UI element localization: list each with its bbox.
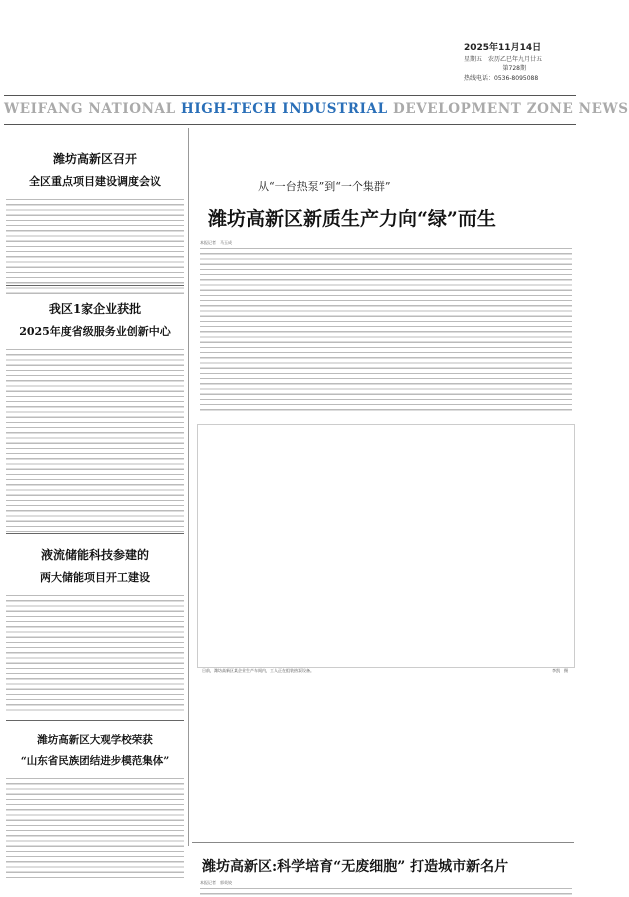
issue-number: 第728期	[502, 65, 526, 72]
feature-kicker: 从“一台热泵”到“一个集群”	[258, 180, 391, 193]
article-4-title-line-1: 潍坊高新区大观学校荣获	[37, 734, 153, 746]
left-article-1	[6, 150, 184, 297]
feature-photo-caption	[202, 668, 568, 674]
article-3-title-line-1: 液流储能科技参建的	[40, 548, 149, 562]
banner	[4, 101, 629, 117]
article-3-title-line-2: 两大储能项目开工建设	[40, 571, 150, 584]
article-2-body	[6, 347, 184, 533]
article-2-title-line-2: 2025年度省级服务业创新中心	[19, 325, 171, 338]
bottom-headline: 潍坊高新区:科学培育“无废细胞” 打造城市新名片	[202, 859, 509, 875]
feature-byline: 本报记者 马玉成	[200, 240, 232, 245]
article-1-body	[6, 197, 184, 297]
bottom-body	[200, 886, 572, 896]
article-1-title-line-1: 潍坊高新区召开	[52, 152, 137, 166]
feature-photo	[197, 424, 575, 668]
left-article-4	[6, 732, 184, 882]
issue-date-block	[464, 40, 574, 82]
issue-date: 2025年11月14日	[464, 43, 542, 53]
feature-headline: 潍坊高新区新质生产力向“绿”而生	[208, 208, 496, 230]
left-article-3	[6, 546, 184, 711]
feature-body	[200, 246, 572, 414]
bottom-byline: 本报记者 郭英姣	[200, 880, 232, 885]
photo-credit: 李凯 摄	[552, 668, 568, 673]
banner-right: DEVELOPMENT ZONE NEWS	[387, 101, 629, 117]
banner-mid: HIGH-TECH INDUSTRIAL	[181, 101, 388, 117]
lunar-date: 农历乙巳年九月廿五	[487, 56, 542, 63]
weekday: 星期五	[464, 56, 483, 63]
article-1-title-line-2: 全区重点项目建设调度会议	[29, 175, 161, 188]
banner-left: WEIFANG NATIONAL	[4, 101, 182, 117]
article-4-title-line-2: “山东省民族团结进步模范集体”	[20, 755, 170, 767]
article-4-body	[6, 776, 184, 882]
photo-caption-text: 日前，潍坊高新区某企业生产车间内，工人正在组装热泵设备。	[202, 668, 314, 673]
hotline: 热线电话：0536-8095088	[464, 75, 539, 82]
article-2-title-line-1: 我区1家企业获批	[48, 302, 142, 316]
left-article-2	[6, 300, 184, 533]
article-3-body	[6, 593, 184, 711]
